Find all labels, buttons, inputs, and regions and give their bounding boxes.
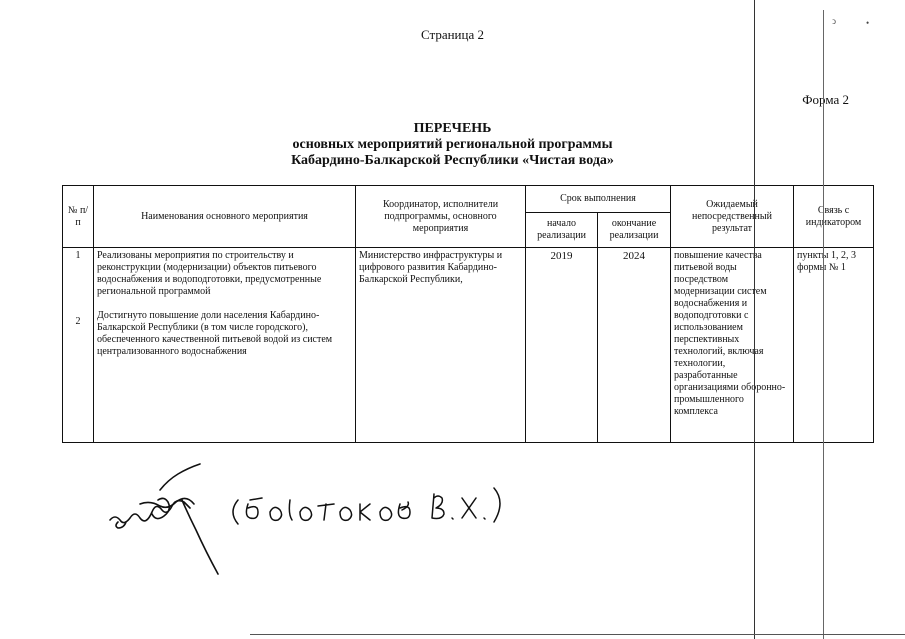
header-coordinator: Координатор, исполнители подпрограммы, основного мероприятия xyxy=(356,186,526,248)
activities-table xyxy=(62,185,874,443)
page-number: Страница 2 xyxy=(420,27,484,42)
row-number-2: 2 xyxy=(75,316,81,327)
signature xyxy=(100,460,520,600)
header-result: Ожидаемый непосредственный результат xyxy=(671,186,794,248)
title-line-2: основных мероприятий региональной программы xyxy=(292,137,613,152)
form-label: Форма 2 xyxy=(802,92,849,107)
scan-vertical-line xyxy=(754,0,755,639)
header-link: Связь с индикатором xyxy=(794,186,874,248)
start-year-cell: 2019 xyxy=(526,248,598,443)
signature-scribble xyxy=(100,460,520,600)
scan-bottom-line xyxy=(250,634,905,635)
activity-1: Реализованы мероприятия по строительству и реконструкции (модернизации) объектов питьевого водоснабжения и водоподготовки, предусмотренные региональной программой xyxy=(97,250,322,297)
header-end: окончание реализации xyxy=(598,213,671,248)
scan-mark: ↄ xyxy=(832,16,836,26)
indicator-link-cell: пункты 1, 2, 3 формы № 1 xyxy=(794,248,874,443)
header-start: начало реализации xyxy=(526,213,598,248)
table-header-row xyxy=(63,186,874,213)
header-period: Срок выполнения xyxy=(526,186,671,213)
activity-cell xyxy=(94,248,356,443)
result-cell: повышение качества питьевой воды посредством модернизации систем водоснабжения и водоподготовки с использованием перспективных технологий, включая технологии, разработанные организациями оборонно-промышленного комплекса xyxy=(671,248,794,443)
header-num: № п/п xyxy=(63,186,94,248)
title-line-1: ПЕРЕЧЕНЬ xyxy=(413,121,492,136)
end-year-cell: 2024 xyxy=(598,248,671,443)
document-title xyxy=(0,121,905,169)
activity-2: Достигнуто повышение доли населения Кабардино-Балкарской Республики (в том числе городского), обеспеченного качественной питьевой водой из систем централизованного водоснабжения xyxy=(97,310,333,357)
title-line-3: Кабардино-Балкарской Республики «Чистая вода» xyxy=(291,153,614,168)
header-name: Наименования основного мероприятия xyxy=(94,186,356,248)
coordinator-cell: Министерство инфраструктуры и цифрового развития Кабардино-Балкарской Республики, xyxy=(356,248,526,443)
scan-vertical-line-2 xyxy=(823,10,824,639)
scan-dot: • xyxy=(866,18,870,28)
table-row xyxy=(63,248,874,443)
row-numbers-cell xyxy=(63,248,94,443)
row-number-1: 1 xyxy=(75,250,81,261)
